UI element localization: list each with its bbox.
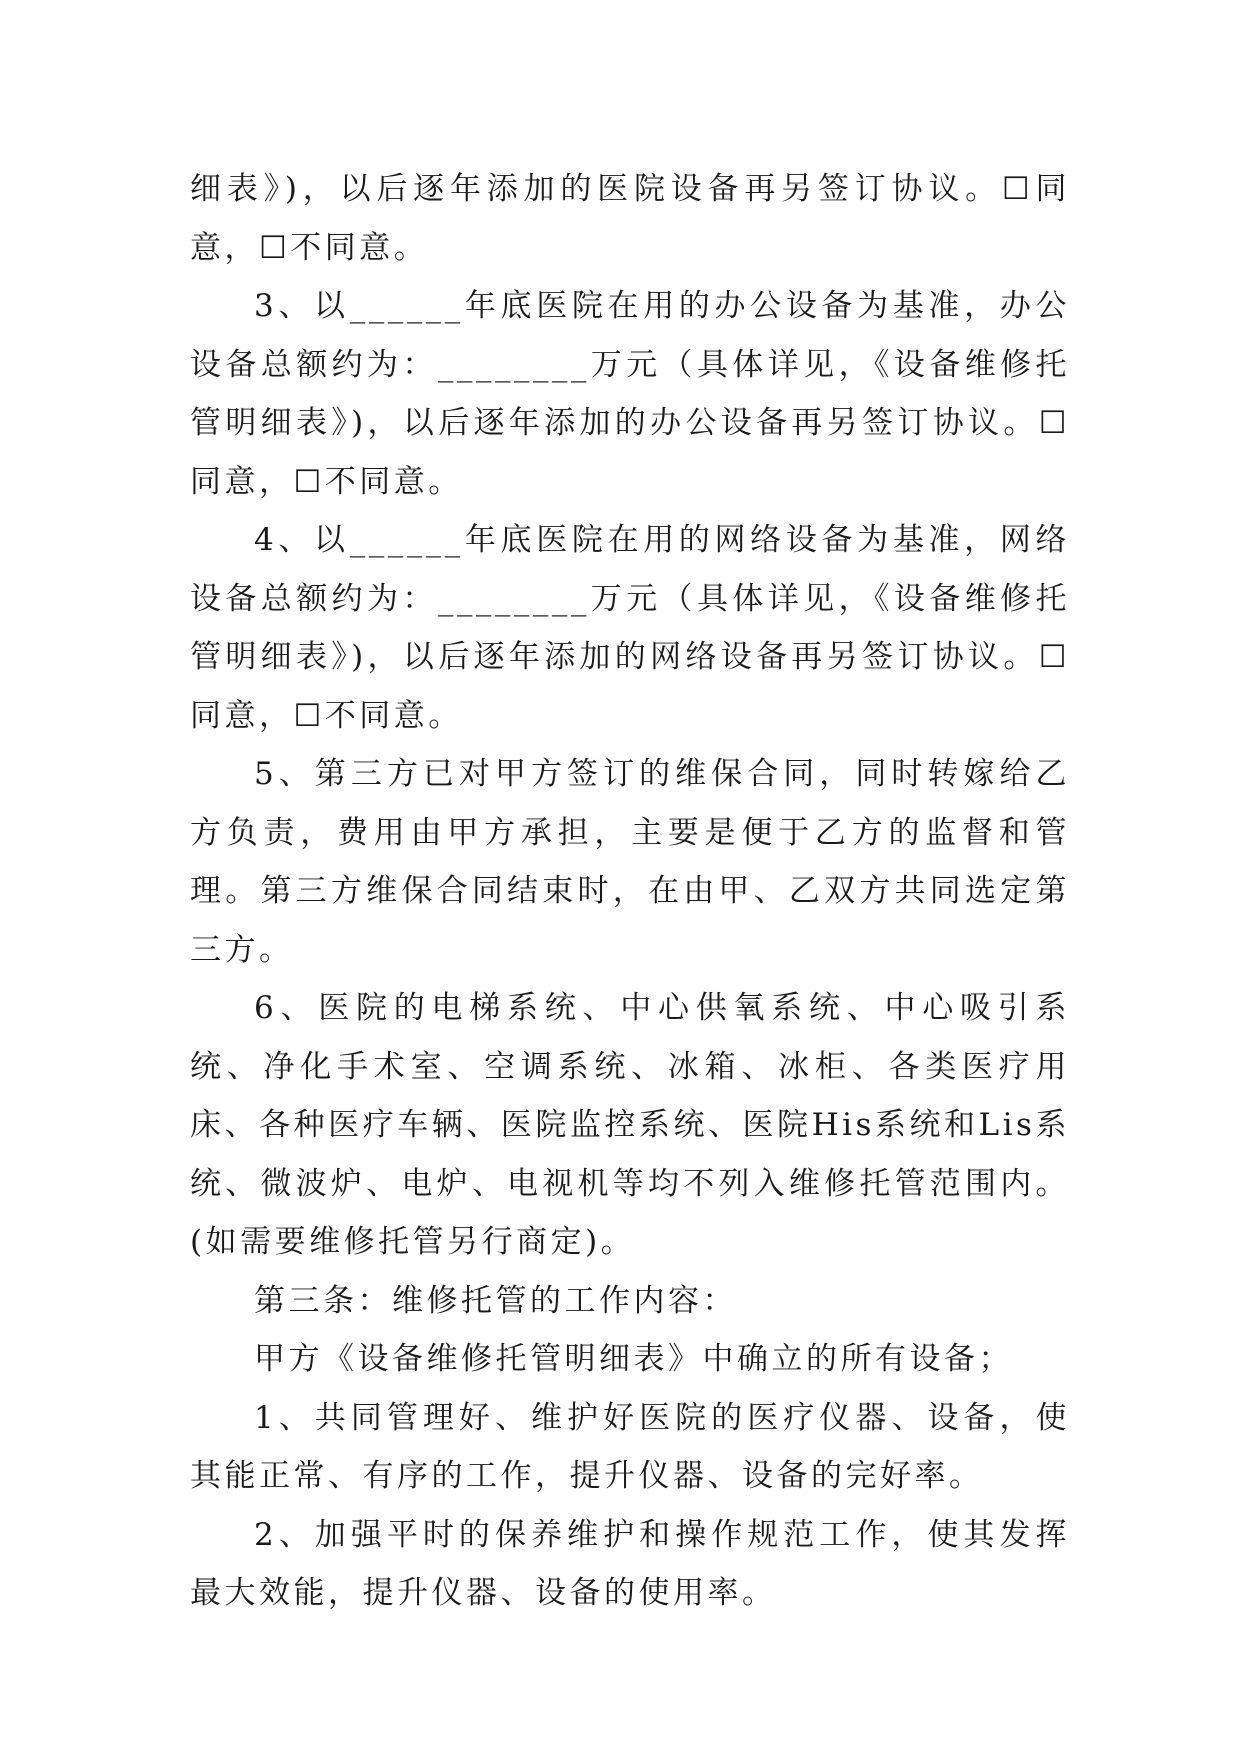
- article-3-heading: 第三条：维修托管的工作内容：: [254, 1282, 737, 1319]
- paragraph-scope: 甲方《设备维修托管明细表》中确立的所有设备；: [254, 1341, 1013, 1377]
- paragraph-item-4: 4、以______年底医院在用的网络设备为基准，网络设备总额约为：________万元（具体详见，《设备维修托管明细表》)，以后逐年添加的网络设备再另签订协议。☐同意，☐不同意。: [190, 522, 1070, 734]
- paragraph-item-3: 3、以______年底医院在用的办公设备为基准，办公设备总额约为：________万元（具体详见，《设备维修托管明细表》)，以后逐年添加的办公设备再另签订协议。☐同意，☐不同意。: [190, 288, 1070, 500]
- paragraph-item-6: 6、医院的电梯系统、中心供氧系统、中心吸引系统、净化手术室、空调系统、冰箱、冰柜、各类医疗用床、各种医疗车辆、医院监控系统、医院His系统和Lis系统、微波炉、电炉、电视机等均不列入维修托管范围内。(如需要维修托管另行商定)。: [190, 990, 1070, 1260]
- document-body: [190, 160, 1070, 1623]
- paragraph-work-item-2: 2、加强平时的保养维护和操作规范工作，使其发挥最大效能，提升仪器、设备的使用率。: [190, 1516, 1070, 1611]
- paragraph-continuation: 细表》)，以后逐年添加的医院设备再另签订协议。☐同意，☐不同意。: [190, 171, 1070, 266]
- paragraph-item-5: 5、第三方已对甲方签订的维保合同，同时转嫁给乙方负责，费用由甲方承担，主要是便于乙方的监督和管理。第三方维保合同结束时，在由甲、乙双方共同选定第三方。: [190, 756, 1070, 968]
- paragraph-work-item-1: 1、共同管理好、维护好医院的医疗仪器、设备，使其能正常、有序的工作，提升仪器、设备的完好率。: [190, 1399, 1070, 1494]
